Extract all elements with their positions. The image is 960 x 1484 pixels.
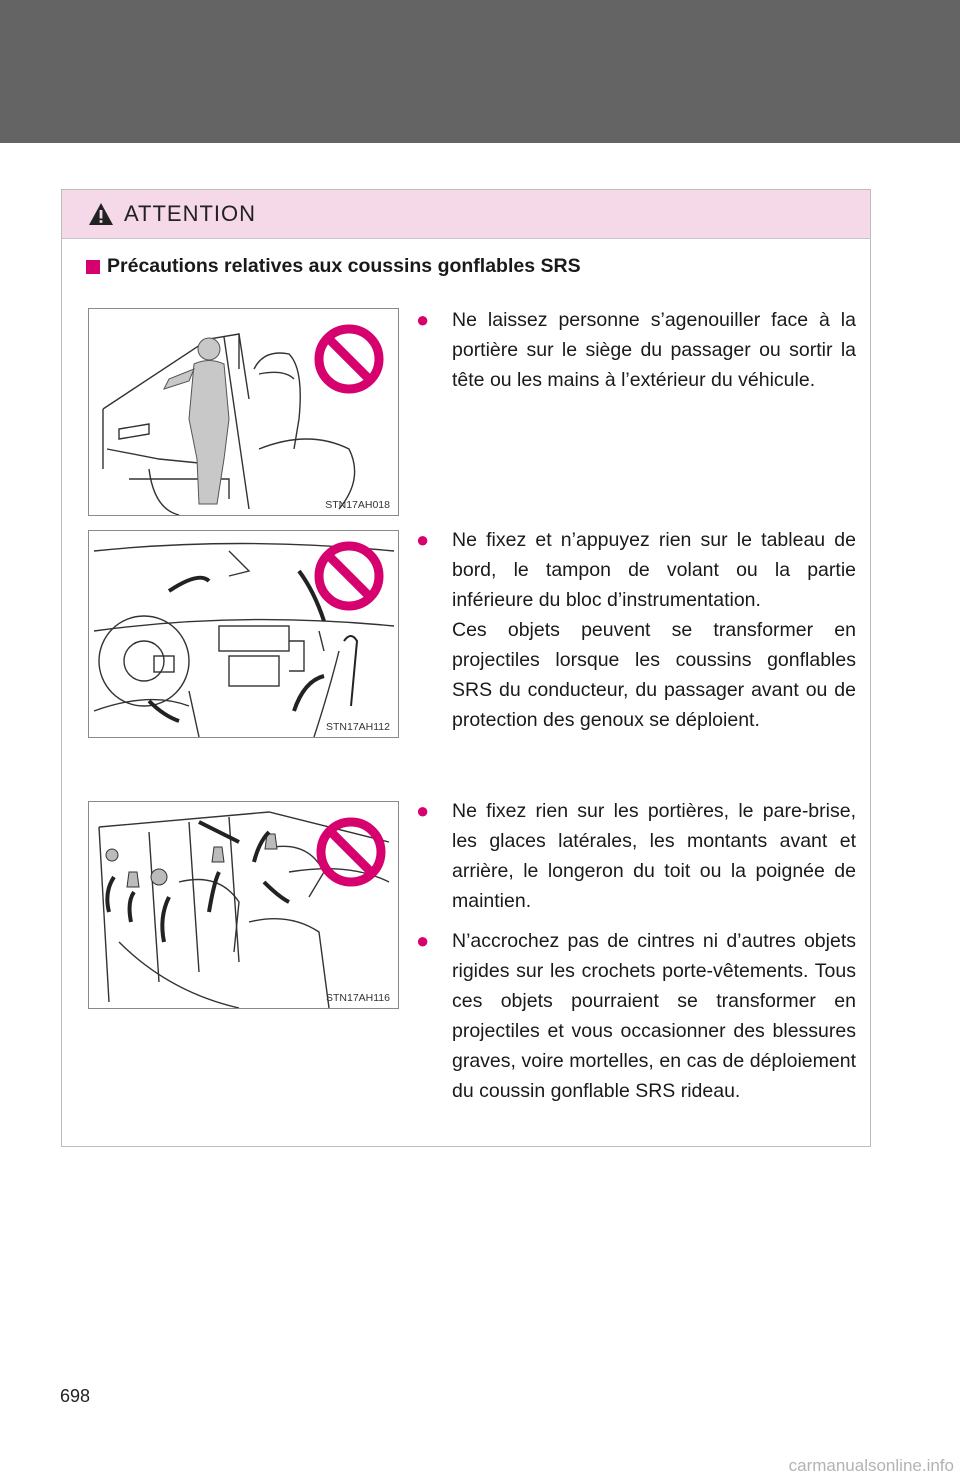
item-text-continued: Ces objets peuvent se transformer en projectiles lorsque les coussins gonflables SRS du conducteur, du passager avant ou de protection des genoux se déploient.: [452, 619, 856, 731]
interior-hangers-illustration: [89, 802, 398, 1008]
figure-interior-hangers: [88, 801, 399, 1009]
warning-header: [62, 190, 870, 239]
warning-box: [61, 189, 871, 1147]
bullet-icon: ●: [416, 527, 430, 552]
list-item: [416, 525, 856, 735]
kneeling-passenger-illustration: [89, 309, 398, 515]
item-text: Ne laissez personne s’agenouiller face à la portière sur le siège du passager ou sortir la tête ou les mains à l’extérieur du véhicule.: [452, 309, 856, 391]
prohibition-icon: [319, 546, 379, 606]
item-text: N’accrochez pas de cintres ni d’autres objets rigides sur les crochets porte-vêtements. Tous ces objets pourraient se transformer en projectiles et vous occasionner des blessures graves, voire mortelles, en cas de déploiement du coussin gonflable SRS rideau.: [452, 930, 856, 1102]
figure-kneeling-passenger: [88, 308, 399, 516]
list-item: [416, 305, 856, 395]
bullet-icon: ●: [416, 798, 430, 823]
page-number: 698: [60, 1386, 91, 1406]
prohibition-icon: [321, 822, 381, 882]
bullet-icon: ●: [416, 307, 430, 332]
section-title: Précautions relatives aux coussins gonflables SRS: [107, 255, 581, 277]
square-bullet-icon: [86, 260, 100, 274]
dashboard-illustration: [89, 531, 398, 737]
bullet-icon: ●: [416, 928, 430, 953]
list-item: [416, 926, 856, 1106]
top-band: [0, 0, 960, 143]
figure-code: STN17AH018: [325, 499, 390, 511]
section-heading: [86, 255, 581, 278]
prohibition-icon: [319, 329, 379, 389]
item-text: Ne fixez rien sur les portières, le pare-brise, les glaces latérales, les montants avant et arrière, le longeron du toit ou la poignée de maintien.: [452, 800, 856, 912]
figure-code: STN17AH116: [325, 992, 390, 1004]
warning-triangle-icon: [88, 202, 114, 226]
figure-dashboard: [88, 530, 399, 738]
warning-title: ATTENTION: [124, 201, 257, 226]
item-text: Ne fixez et n’appuyez rien sur le tableau de bord, le tampon de volant ou la partie inférieure du bloc d’instrumentation.: [452, 529, 856, 611]
list-item: [416, 796, 856, 916]
figure-code: STN17AH112: [325, 721, 390, 733]
watermark: carmanualsonline.info: [788, 1456, 954, 1475]
